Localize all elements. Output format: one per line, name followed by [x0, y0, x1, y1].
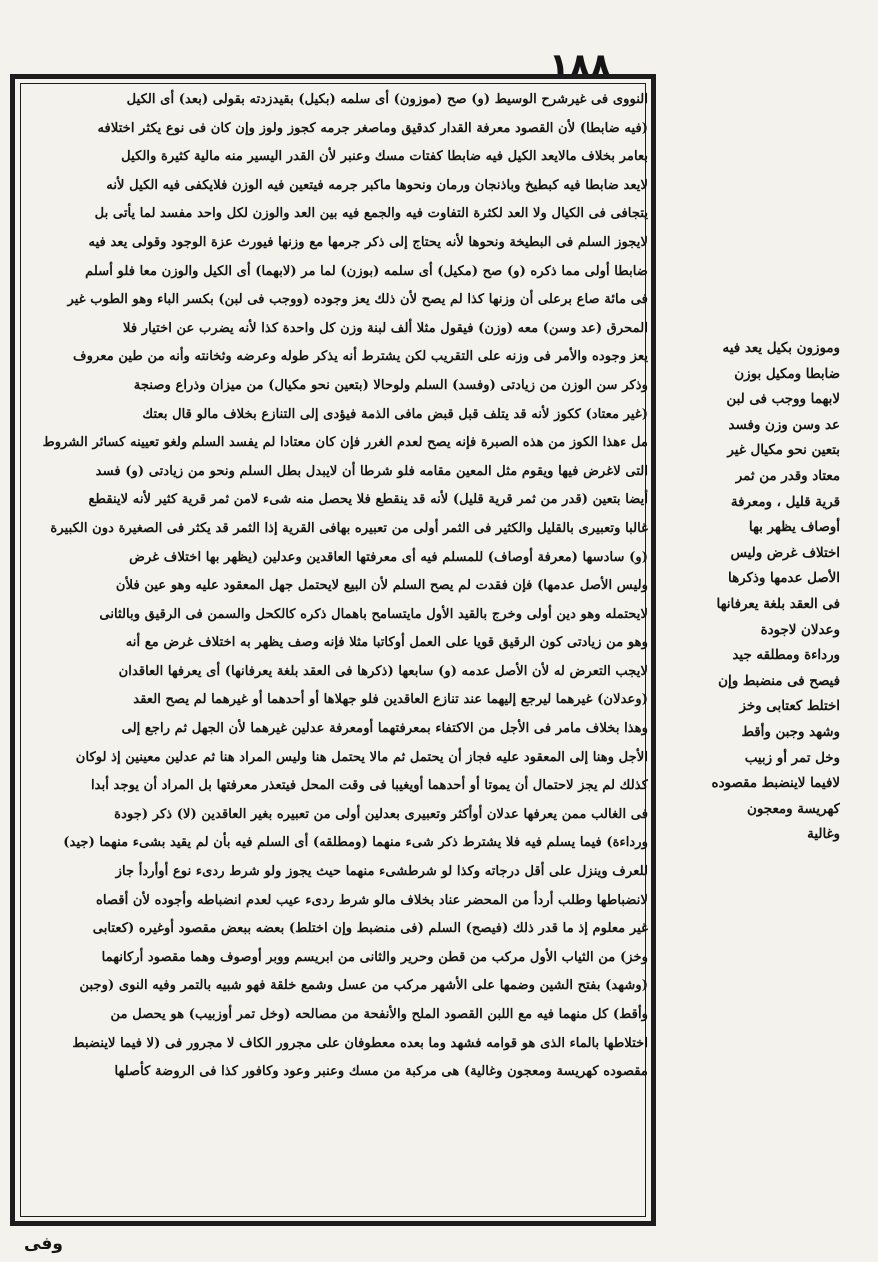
main-text-line: اختلاطها بالماء الذى هو قوامه فشهد وما بعده معطوفان على مجرور الكاف لا مجرور فى (لا فيما لاينضبط [72, 1035, 648, 1051]
main-text-line: ورداءة) فيما يسلم فيه فلا يشترط ذكر شىء منهما (ومطلقه) أى السلم فيه بأن لم يقيد بشىء منهما (جيد) [63, 835, 648, 851]
margin-text-line: وعدلان لاجودة [760, 621, 840, 638]
margin-text-line: الأصل عدمها وذكرها [728, 570, 840, 587]
main-text-line: (و) سادسها (معرفة أوصاف) للمسلم فيه أى معرفتها العاقدين وعدلين (يظهر بها اختلاف غرض [129, 549, 648, 565]
main-text-line: غالبا وتعبيرى بالقليل والكثير فى الثمر أولى من تعبيره بهافى القرية إذا الثمر قد يكثر فى الصغيرة دون الكبيرة [50, 520, 648, 536]
margin-text-line: اختلاف غرض وليس [730, 544, 840, 561]
main-text-line: التى لاغرض فيها ويقوم مثل المعين مقامه فلو شرطا أن لايبدل بطل السلم ونحو من زيادتى (و) فسد [95, 463, 648, 479]
main-text-line: وليس الأصل عدمها) فإن فقدت لم يصح السلم لأن البيع لايحتمل جهل المعقود عليه وهو عين فلأن [115, 578, 648, 594]
main-text-line: وأقط) كل منهما فيه مع اللبن القصود الملح والأنفحة من مصالحه (وخل تمر أوزبيب) هو يحصل من [110, 1007, 648, 1022]
margin-text-line: فى العقد بلغة يعرفانها [716, 595, 840, 612]
main-text-line: (وشهد) بفتح الشين وضمها على الأشهر مركب من عسل وشمع خلقة فهو شبيه بالتمر وفيه النوى (وجبن [79, 978, 648, 994]
main-text-line: لايجب التعرض له لأن الأصل عدمه (و) سابعها (ذكرها فى العقد بلغة يعرفانها) أى يعرفها العاقدان [118, 663, 648, 679]
main-text-line: أيضا بتعين (قدر من ثمر قرية قليل) لأنه قد ينقطع فلا يحصل منه شىء لامن ثمر قرية كثير لأنه لاينقطع [88, 492, 648, 508]
main-text-line: وخز) من الثياب الأول مركب من قطن وحرير والثانى من ابريسم ووبر أوصوف وهما مقصود أركانهما [101, 949, 648, 965]
main-text-line: بعامر بخلاف مالايعد الكيل فيه ضابطا كفتات مسك وعنبر لأن القدر اليسير منه مالية كثيرة والكيل [121, 149, 648, 165]
margin-text-line: ورداءة ومطلقه جيد [732, 647, 840, 664]
main-text-line: وهذا بخلاف مامر فى الأجل من الاكتفاء بمعرفتهما أومعرفة عدلين غيرهما لأن الجهل ثم راجع إلى [121, 721, 648, 737]
margin-text-line: فيصح فى منضبط وإن [718, 672, 840, 689]
main-text-line: لانضباطها وطلب أردأ من المحضر عناد بخلاف مالو شرط ردىء عيب لعدم انضباطه وأجوده لأن أقصاه [95, 892, 648, 908]
margin-text-line: كهريسة ومعجون [747, 800, 840, 817]
margin-text-line: أوصاف يظهر بها [748, 519, 840, 536]
main-text-line: مل ءهذا الكوز من هذه الصبرة فإنه يصح لعدم الغرر فإن كان معتادا لم يفسد السلم ولغو تعيينه كسائر الشروط [42, 435, 648, 451]
margin-text-line: وموزون بكيل يعد فيه [722, 340, 840, 356]
margin-commentary [662, 336, 840, 848]
main-text-line: ضابطا أولى مما ذكره (و) صح (مكيل) أى سلمه (بوزن) لما مر (لابهما) أى الكيل والوزن معا فلو أسلم [85, 263, 648, 279]
main-text-line: الأجل وهنا إلى المعقود عليه فجاز أن يحتمل ثم مالا يحتمل هنا وليس المراد هنا ثم عدلين معينين إذ لوكان [75, 749, 648, 765]
main-text-line: لايعد ضابطا فيه كبطيخ وباذنجان ورمان ونحوها ماكبر جرمه فيتعين فيه الوزن فلايكفى فيه الكيل لأنه [106, 177, 648, 193]
margin-text-line: وغالية [807, 826, 840, 843]
margin-text-line: لابهما ووجب فى لبن [726, 391, 840, 408]
margin-text-line: وخل تمر أو زبيب [744, 749, 840, 766]
margin-text-line: وشهد وجبن وأقط [741, 723, 840, 740]
margin-text-line: عد وسن وزن وفسد [728, 416, 840, 433]
main-text-line: كذلك لم يجز لاحتمال أن يموتا أو أحدهما أويغيبا فى وقت المحل فيتعذر معرفتها بل المراد أن يوجد أبدا [91, 778, 648, 794]
main-text-line: النووى فى غيرشرح الوسيط (و) صح (موزون) أى سلمه (بكيل) بقيدزدته بقولى (بعد) أى الكيل [126, 92, 648, 107]
margin-text-line: ضابطا ومكيل بوزن [734, 365, 840, 382]
main-text-line: مقصوده كهريسة ومعجون وغالية) هى مركبة من مسك وعنبر وعود وكافور كذا فى الروضة كأصلها [114, 1064, 648, 1080]
margin-text-line: قرية قليل ، ومعرفة [730, 493, 840, 510]
main-text-line: المحرق (عد وسن) معه (وزن) فيقول مثلا ألف لبنة وزن كل واحدة كذا لأنه يضرب عن اختيار فلا [122, 320, 648, 336]
main-text-line: (وعدلان) غيرهما ليرجع إليهما عند تنازع العاقدين فلو جهلاها أو أحدهما أو غيرهما لم يصح العقد [133, 692, 648, 708]
main-text-line: فى الغالب ممن يعرفها عدلان أوأكثر وتعبيرى بعدلين أولى من تعبيره بغير العاقدين (لا) ذكر (جودة [114, 806, 648, 822]
margin-text-line: معتاد وقدر من ثمر [735, 467, 840, 484]
catchword: وفى [24, 1234, 63, 1254]
main-text-line: يتجافى فى الكيال ولا العد لكثرة التفاوت فيه والجمع فيه بين العد والوزن لكل واحد مفسد لما يأتى بل [94, 206, 648, 222]
main-text-line: يعز وجوده والأمر فى وزنه على التقريب لكن يشترط أنه يذكر طوله وعرضه وثخانته وأنه من طين معروف [73, 349, 648, 365]
main-text-line: وهو من زيادتى كون الرقيق قويا على العمل أوكاتبا مثلا فإنه وصف يظهر به اختلاف غرض مع أنه [125, 635, 648, 651]
margin-text-line: بتعين نحو مكيال غير [727, 442, 840, 459]
main-text-line: لايجوز السلم فى البطيخة ونحوها لأنه يحتاج إلى ذكر جرمها مع وزنها فيورث عزة الوجود وقولى يعد فيه [88, 234, 648, 250]
main-text-line: وذكر سن الوزن من زيادتى (وفسد) السلم ولوحالا (بتعين نحو مكيال) من ميزان وذراع وصنجة [133, 377, 648, 393]
main-text-line: غير معلوم إذ ما قدر ذلك (فيصح) السلم (فى منضبط وإن اختلط) بعضه ببعض مقصود أوغيره (كعتابى [92, 921, 648, 937]
main-text-line: (غير معتاد) ككوز لأنه قد يتلف قبل قبض مافى الذمة فيؤدى إلى التنازع بخلاف مالو قال بعتك [142, 406, 648, 422]
main-text-line: (فيه ضابطا) لأن القصود معرفة القدار كدقيق وماصغر جرمه كجوز ولوز وإن كان فى نوع يكثر اختلافه [97, 120, 648, 136]
page-number: ١٨٨ [548, 46, 612, 86]
margin-text-line: لافيما لاينضبط مقصوده [711, 775, 840, 792]
main-text-line: لايحتمله وهو دين أولى وخرج بالقيد الأول مايتسامح باهمال ذكره كالكحل والسمن فى الرقيق وبالثانى [99, 606, 648, 622]
margin-text-line: اختلط كعتابى وخز [739, 698, 840, 715]
main-text-line: للعرف وينزل على أقل درجاته وكذا لو شرطشىء منهما حيث يجوز ولو شرط ردىء نوع أوأردأ جاز [115, 864, 648, 880]
main-text-block [20, 86, 648, 1087]
main-text-line: فى مائة صاع برعلى أن وزنها كذا لم يصح لأن ذلك يعز وجوده (ووجب فى لبن) بكسر الباء وهو الطوب غير [67, 292, 648, 308]
